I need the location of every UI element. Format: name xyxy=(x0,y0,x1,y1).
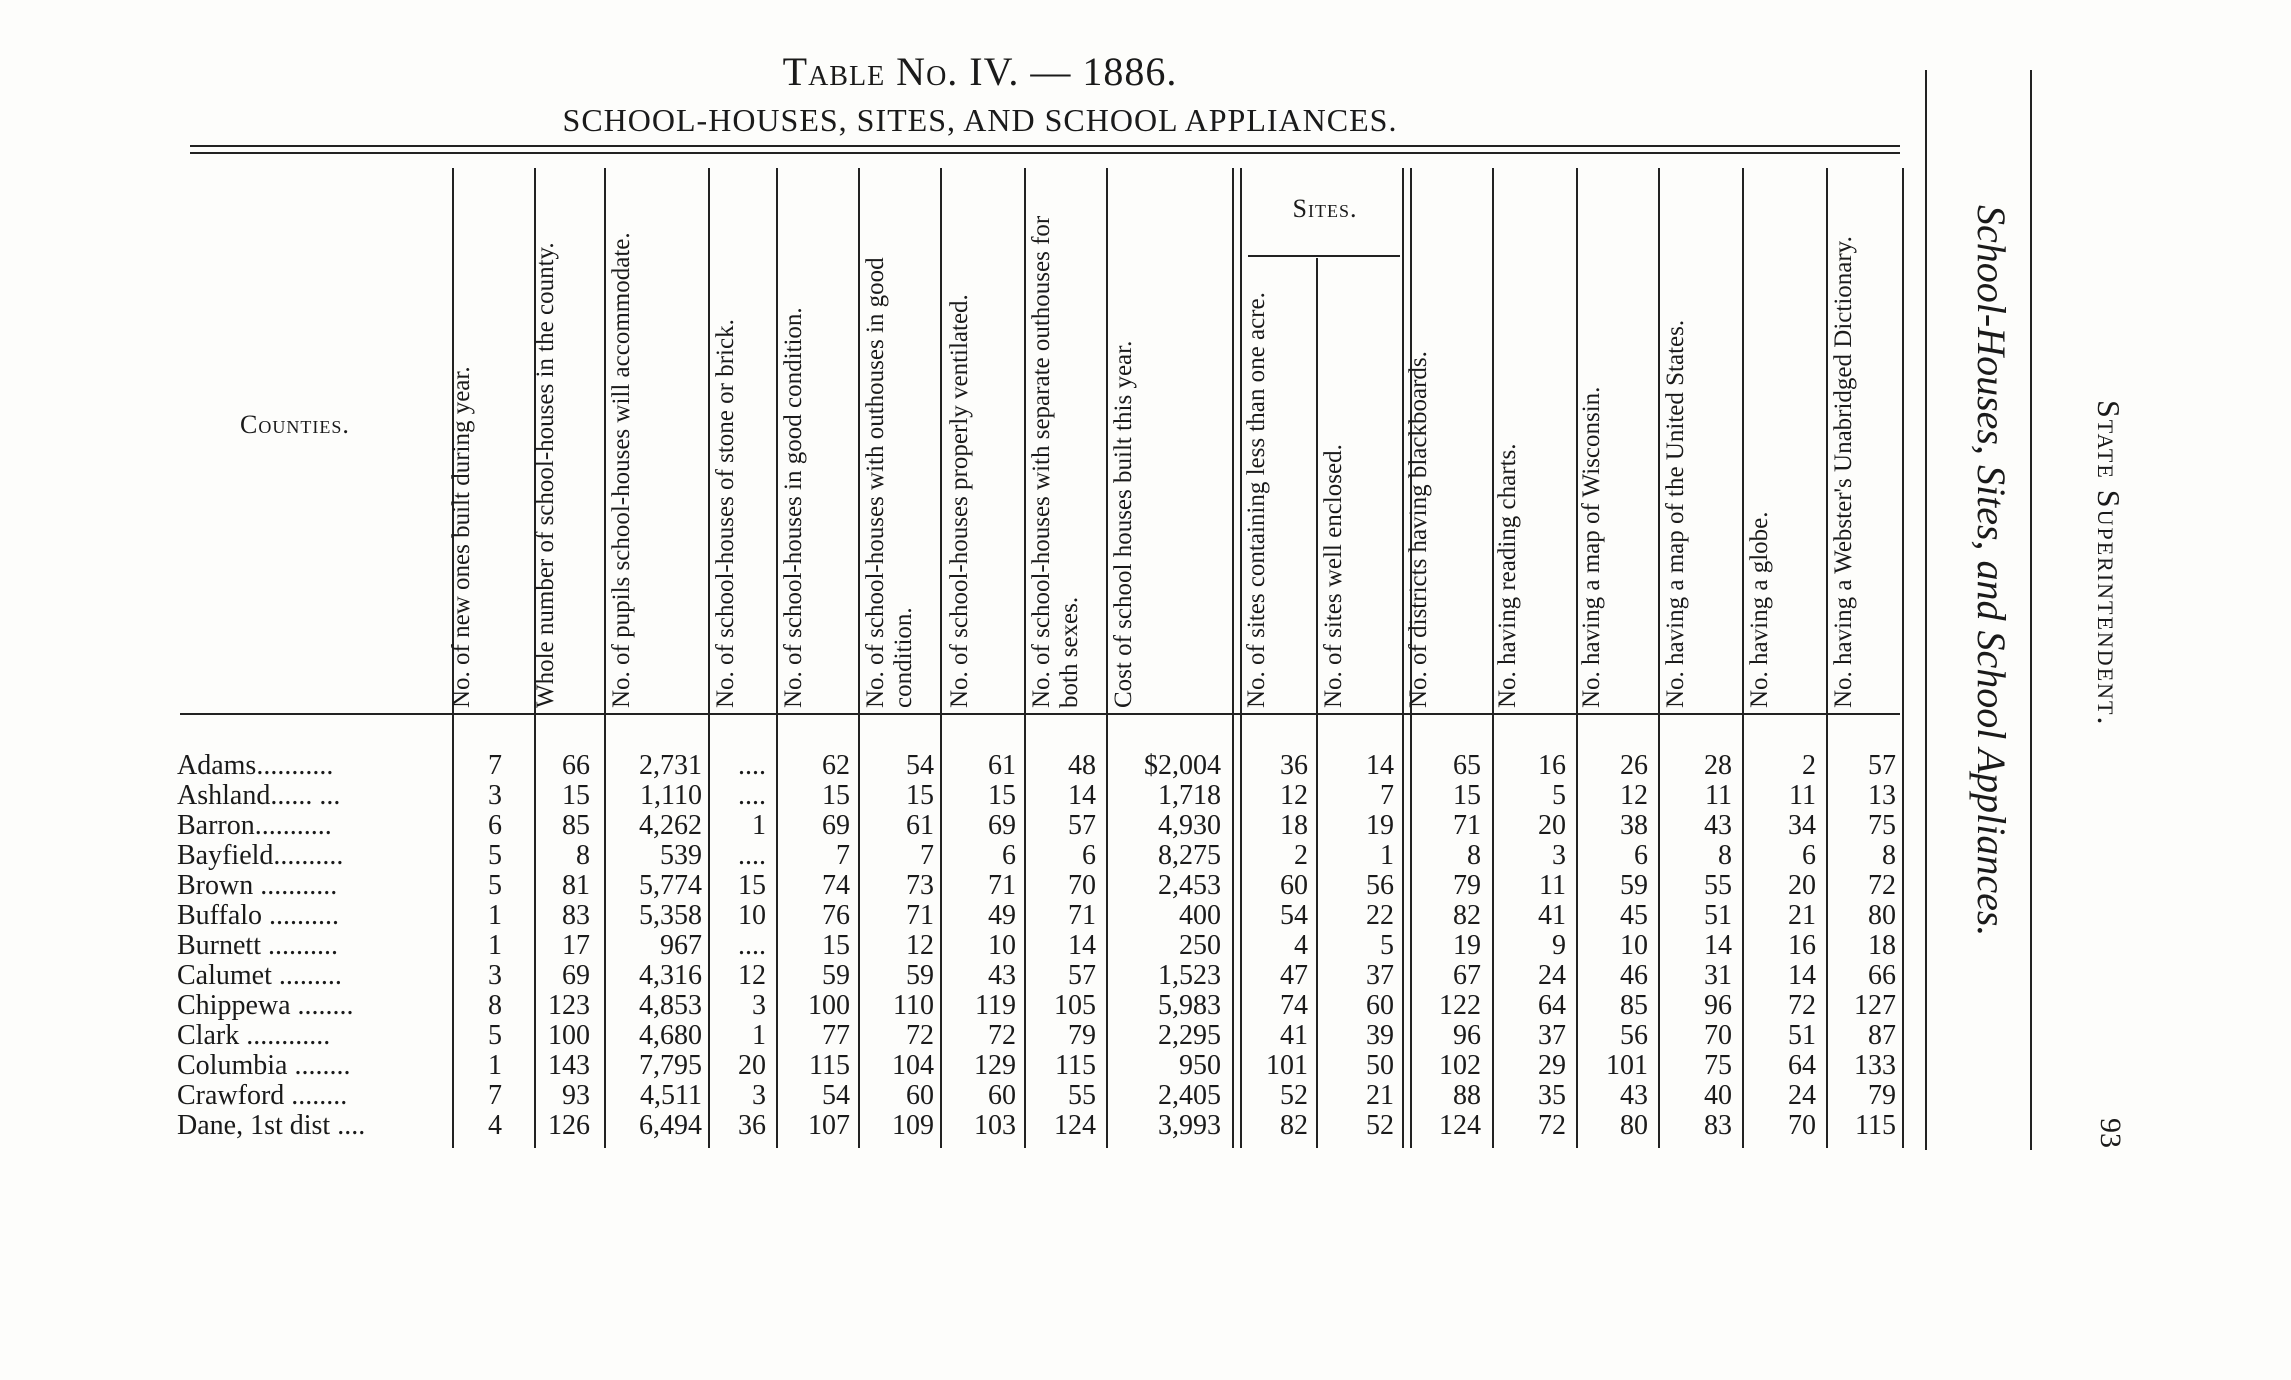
page-number: 93 xyxy=(2094,1118,2127,1148)
county-name: Bayfield.......... xyxy=(177,841,344,871)
table-cell: 22 xyxy=(1366,900,1394,931)
table-cell: 2 xyxy=(1802,750,1816,781)
table-cell: 57 xyxy=(1068,960,1096,991)
table-cell: 37 xyxy=(1538,1020,1566,1051)
county-name: Brown ........... xyxy=(177,871,338,901)
column-header: Whole number of school-houses in the county. xyxy=(532,242,559,708)
table-cell: 69 xyxy=(988,810,1016,841)
table-cell: 5 xyxy=(1380,930,1394,961)
table-cell: 6 xyxy=(488,810,502,841)
table-cell: 72 xyxy=(1788,990,1816,1021)
table-cell: 93 xyxy=(562,1080,590,1111)
table-cell: 72 xyxy=(988,1020,1016,1051)
table-cell: 539 xyxy=(660,840,702,871)
header-bottom-rule xyxy=(180,713,1900,715)
column-header: No. of school-houses in good condition. xyxy=(780,307,807,708)
table-cell: 20 xyxy=(738,1050,766,1081)
table-cell: 80 xyxy=(1868,900,1896,931)
table-cell: 85 xyxy=(1620,990,1648,1021)
table-cell: 4,262 xyxy=(639,810,702,841)
side-page-header: State Superintendent. xyxy=(2091,400,2127,727)
table-cell: 3 xyxy=(1552,840,1566,871)
table-cell: 4 xyxy=(1294,930,1308,961)
column-rule xyxy=(858,168,860,1148)
table-cell: 59 xyxy=(1620,870,1648,901)
table-cell: 12 xyxy=(906,930,934,961)
table-cell: 41 xyxy=(1538,900,1566,931)
table-cell: 71 xyxy=(1453,810,1481,841)
table-cell: 6 xyxy=(1802,840,1816,871)
county-name: Chippewa ........ xyxy=(177,991,354,1021)
column-header: No. having reading charts. xyxy=(1494,443,1521,708)
table-cell: 60 xyxy=(1366,990,1394,1021)
table-cell: 88 xyxy=(1453,1080,1481,1111)
column-rule xyxy=(1402,168,1404,1148)
top-rule-second xyxy=(190,152,1900,154)
table-cell: 4,511 xyxy=(640,1080,702,1111)
table-cell: 59 xyxy=(906,960,934,991)
table-cell: 7 xyxy=(836,840,850,871)
counties-column-header: Counties. xyxy=(240,410,350,439)
column-rule xyxy=(1826,168,1828,1148)
table-cell: 59 xyxy=(822,960,850,991)
table-cell: 52 xyxy=(1280,1080,1308,1111)
table-cell: 80 xyxy=(1620,1110,1648,1141)
table-cell: 123 xyxy=(548,990,590,1021)
table-cell: 2,295 xyxy=(1158,1020,1221,1051)
column-header: No. having a map of Wisconsin. xyxy=(1578,386,1605,708)
column-header: No. of districts having blackboards. xyxy=(1405,351,1432,708)
table-cell: 82 xyxy=(1280,1110,1308,1141)
table-cell: 15 xyxy=(1453,780,1481,811)
table-cell: 85 xyxy=(562,810,590,841)
table-cell: 79 xyxy=(1068,1020,1096,1051)
column-rule xyxy=(1658,168,1660,1148)
table-cell: 10 xyxy=(1620,930,1648,961)
sites-group-header: Sites. xyxy=(1292,194,1358,223)
table-cell: 72 xyxy=(1538,1110,1566,1141)
table-cell: 2 xyxy=(1294,840,1308,871)
table-cell: 13 xyxy=(1868,780,1896,811)
table-cell: 73 xyxy=(906,870,934,901)
table-cell: 11 xyxy=(1789,780,1816,811)
table-cell: 64 xyxy=(1538,990,1566,1021)
table-cell: 75 xyxy=(1704,1050,1732,1081)
county-name: Dane, 1st dist .... xyxy=(177,1111,366,1141)
column-header: No. of school-houses properly ventilated. xyxy=(946,294,973,708)
table-cell: .... xyxy=(738,930,766,961)
table-cell: 115 xyxy=(1855,1110,1896,1141)
table-cell: 20 xyxy=(1788,870,1816,901)
table-cell: 15 xyxy=(822,780,850,811)
table-cell: 57 xyxy=(1068,810,1096,841)
column-rule xyxy=(776,168,778,1148)
table-cell: 967 xyxy=(660,930,702,961)
county-name: Ashland...... ... xyxy=(177,781,341,811)
column-rule xyxy=(604,168,606,1148)
county-name: Columbia ........ xyxy=(177,1051,351,1081)
column-header: No. of pupils school-houses will accommodate. xyxy=(608,232,635,708)
table-cell: 7 xyxy=(488,1080,502,1111)
table-cell: 133 xyxy=(1854,1050,1896,1081)
table-cell: 96 xyxy=(1453,1020,1481,1051)
table-cell: $2,004 xyxy=(1144,750,1221,781)
table-cell: 81 xyxy=(562,870,590,901)
table-cell: 8 xyxy=(1467,840,1481,871)
table-cell: .... xyxy=(738,750,766,781)
table-cell: 34 xyxy=(1788,810,1816,841)
table-cell: 14 xyxy=(1704,930,1732,961)
table-cell: 6 xyxy=(1002,840,1016,871)
table-cell: 102 xyxy=(1439,1050,1481,1081)
table-cell: 43 xyxy=(1704,810,1732,841)
table-cell: 105 xyxy=(1054,990,1096,1021)
table-cell: 5 xyxy=(488,870,502,901)
table-cell: 6 xyxy=(1082,840,1096,871)
table-cell: 65 xyxy=(1453,750,1481,781)
table-cell: 57 xyxy=(1868,750,1896,781)
column-header: No. of sites well enclosed. xyxy=(1320,444,1347,708)
column-header: No. having a Webster's Unabridged Dictionary. xyxy=(1830,236,1857,708)
table-cell: 16 xyxy=(1788,930,1816,961)
table-cell: 10 xyxy=(738,900,766,931)
column-header: No. of school-houses with outhouses in good condition. xyxy=(862,257,917,708)
table-cell: 1 xyxy=(488,930,502,961)
table-cell: 28 xyxy=(1704,750,1732,781)
table-cell: 126 xyxy=(548,1110,590,1141)
table-cell: 3 xyxy=(488,780,502,811)
table-cell: 18 xyxy=(1280,810,1308,841)
table-cell: .... xyxy=(738,780,766,811)
table-cell: 24 xyxy=(1788,1080,1816,1111)
table-cell: 1,110 xyxy=(640,780,702,811)
table-cell: 4,853 xyxy=(639,990,702,1021)
table-cell: 19 xyxy=(1366,810,1394,841)
table-cell: 1 xyxy=(752,810,766,841)
column-header: No. having a globe. xyxy=(1746,511,1773,708)
column-rule xyxy=(1232,168,1234,1148)
table-cell: 50 xyxy=(1366,1050,1394,1081)
table-cell: 11 xyxy=(1539,870,1566,901)
table-cell: 14 xyxy=(1788,960,1816,991)
table-cell: 79 xyxy=(1453,870,1481,901)
table-cell: 7,795 xyxy=(639,1050,702,1081)
table-cell: 21 xyxy=(1788,900,1816,931)
table-cell: 100 xyxy=(808,990,850,1021)
table-cell: 71 xyxy=(906,900,934,931)
table-cell: 3 xyxy=(488,960,502,991)
table-cell: 60 xyxy=(1280,870,1308,901)
table-cell: 69 xyxy=(562,960,590,991)
table-cell: 2,453 xyxy=(1158,870,1221,901)
table-cell: 7 xyxy=(488,750,502,781)
table-cell: 36 xyxy=(1280,750,1308,781)
table-cell: 31 xyxy=(1704,960,1732,991)
table-cell: 6 xyxy=(1634,840,1648,871)
table-cell: 7 xyxy=(1380,780,1394,811)
table-cell: 70 xyxy=(1704,1020,1732,1051)
table-cell: 79 xyxy=(1868,1080,1896,1111)
table-cell: 72 xyxy=(1868,870,1896,901)
column-rule xyxy=(940,168,942,1148)
column-rule xyxy=(1024,168,1026,1148)
table-cell: 38 xyxy=(1620,810,1648,841)
table-cell: 1 xyxy=(488,1050,502,1081)
county-name: Clark ............ xyxy=(177,1021,331,1051)
table-cell: 110 xyxy=(893,990,934,1021)
table-cell: 71 xyxy=(1068,900,1096,931)
table-cell: 66 xyxy=(1868,960,1896,991)
table-cell: 83 xyxy=(562,900,590,931)
column-rule xyxy=(1902,168,1904,1148)
table-cell: 72 xyxy=(906,1020,934,1051)
table-cell: 51 xyxy=(1788,1020,1816,1051)
table-cell: 14 xyxy=(1366,750,1394,781)
table-cell: 71 xyxy=(988,870,1016,901)
table-cell: 55 xyxy=(1704,870,1732,901)
table-cell: 39 xyxy=(1366,1020,1394,1051)
table-cell: 5,983 xyxy=(1158,990,1221,1021)
side-title-rule xyxy=(1925,70,1927,1150)
table-cell: 15 xyxy=(988,780,1016,811)
county-name: Barron........... xyxy=(177,811,332,841)
table-cell: 122 xyxy=(1439,990,1481,1021)
table-cell: 17 xyxy=(562,930,590,961)
column-rule xyxy=(1240,168,1242,1148)
column-header: No. of sites containing less than one acre. xyxy=(1243,292,1270,708)
table-cell: 7 xyxy=(920,840,934,871)
table-cell: 48 xyxy=(1068,750,1096,781)
table-cell: 2,731 xyxy=(639,750,702,781)
table-cell: 49 xyxy=(988,900,1016,931)
table-cell: 15 xyxy=(906,780,934,811)
table-cell: 129 xyxy=(974,1050,1016,1081)
county-name: Burnett .......... xyxy=(177,931,338,961)
table-cell: 3 xyxy=(752,990,766,1021)
table-cell: 15 xyxy=(738,870,766,901)
column-header: No. of school-houses of stone or brick. xyxy=(712,319,739,708)
table-cell: 250 xyxy=(1179,930,1221,961)
table-cell: 5,358 xyxy=(639,900,702,931)
table-cell: 41 xyxy=(1280,1020,1308,1051)
table-cell: 5 xyxy=(1552,780,1566,811)
table-cell: 60 xyxy=(906,1080,934,1111)
table-cell: 3 xyxy=(752,1080,766,1111)
table-cell: 77 xyxy=(822,1020,850,1051)
table-cell: 82 xyxy=(1453,900,1481,931)
column-rule xyxy=(1742,168,1744,1148)
table-cell: 115 xyxy=(809,1050,850,1081)
table-cell: 54 xyxy=(822,1080,850,1111)
table-cell: 8 xyxy=(488,990,502,1021)
table-cell: 62 xyxy=(822,750,850,781)
table-cell: 1 xyxy=(488,900,502,931)
column-rule xyxy=(1106,168,1108,1148)
table-cell: 74 xyxy=(822,870,850,901)
table-cell: 29 xyxy=(1538,1050,1566,1081)
table-cell: 56 xyxy=(1620,1020,1648,1051)
table-cell: 35 xyxy=(1538,1080,1566,1111)
table-cell: 14 xyxy=(1068,930,1096,961)
table-cell: 9 xyxy=(1552,930,1566,961)
table-cell: 12 xyxy=(1280,780,1308,811)
table-cell: 12 xyxy=(738,960,766,991)
table-cell: 4,316 xyxy=(639,960,702,991)
table-cell: 83 xyxy=(1704,1110,1732,1141)
table-cell: 4 xyxy=(488,1110,502,1141)
table-cell: 75 xyxy=(1868,810,1896,841)
table-cell: 6,494 xyxy=(639,1110,702,1141)
column-header: No. having a map of the United States. xyxy=(1662,319,1689,708)
table-cell: 19 xyxy=(1453,930,1481,961)
table-cell: 69 xyxy=(822,810,850,841)
table-cell: 127 xyxy=(1854,990,1896,1021)
table-cell: 1 xyxy=(1380,840,1394,871)
column-header: Cost of school houses built this year. xyxy=(1110,340,1137,708)
table-cell: 2,405 xyxy=(1158,1080,1221,1111)
table-cell: 66 xyxy=(562,750,590,781)
table-cell: 36 xyxy=(738,1110,766,1141)
table-cell: 3,993 xyxy=(1158,1110,1221,1141)
table-cell: 70 xyxy=(1068,870,1096,901)
table-cell: 8 xyxy=(1882,840,1896,871)
table-cell: 61 xyxy=(988,750,1016,781)
table-cell: 26 xyxy=(1620,750,1648,781)
table-cell: 56 xyxy=(1366,870,1394,901)
table-cell: 96 xyxy=(1704,990,1732,1021)
table-cell: 1,718 xyxy=(1158,780,1221,811)
table-cell: 1,523 xyxy=(1158,960,1221,991)
table-cell: 76 xyxy=(822,900,850,931)
table-cell: 20 xyxy=(1538,810,1566,841)
table-cell: 64 xyxy=(1788,1050,1816,1081)
table-cell: 15 xyxy=(822,930,850,961)
table-cell: 47 xyxy=(1280,960,1308,991)
table-cell: 15 xyxy=(562,780,590,811)
table-cell: 52 xyxy=(1366,1110,1394,1141)
table-cell: 18 xyxy=(1868,930,1896,961)
table-cell: 8,275 xyxy=(1158,840,1221,871)
table-cell: 14 xyxy=(1068,780,1096,811)
table-cell: 67 xyxy=(1453,960,1481,991)
table-cell: 55 xyxy=(1068,1080,1096,1111)
table-cell: 124 xyxy=(1054,1110,1096,1141)
table-cell: 74 xyxy=(1280,990,1308,1021)
table-cell: 11 xyxy=(1705,780,1732,811)
table-cell: 5 xyxy=(488,1020,502,1051)
top-rule xyxy=(190,145,1900,147)
table-cell: 54 xyxy=(1280,900,1308,931)
table-cell: 4,680 xyxy=(639,1020,702,1051)
table-cell: 21 xyxy=(1366,1080,1394,1111)
table-cell: 87 xyxy=(1868,1020,1896,1051)
table-cell: 37 xyxy=(1366,960,1394,991)
table-cell: 8 xyxy=(576,840,590,871)
table-cell: 24 xyxy=(1538,960,1566,991)
table-cell: 54 xyxy=(906,750,934,781)
table-cell: 101 xyxy=(1266,1050,1308,1081)
table-cell: 101 xyxy=(1606,1050,1648,1081)
table-cell: 1 xyxy=(752,1020,766,1051)
county-name: Buffalo .......... xyxy=(177,901,340,931)
county-name: Adams........... xyxy=(177,751,334,781)
table-cell: 143 xyxy=(548,1050,590,1081)
table-cell: 5 xyxy=(488,840,502,871)
table-cell: 45 xyxy=(1620,900,1648,931)
table-subtitle: SCHOOL-HOUSES, SITES, AND SCHOOL APPLIANCES. xyxy=(562,102,1398,138)
table-cell: 60 xyxy=(988,1080,1016,1111)
table-cell: 5,774 xyxy=(639,870,702,901)
table-cell: 103 xyxy=(974,1110,1016,1141)
table-cell: 51 xyxy=(1704,900,1732,931)
table-cell: 109 xyxy=(892,1110,934,1141)
table-cell: 40 xyxy=(1704,1080,1732,1111)
column-rule xyxy=(1316,258,1318,1148)
county-name: Calumet ......... xyxy=(177,961,342,991)
table-cell: 10 xyxy=(988,930,1016,961)
column-rule xyxy=(708,168,710,1148)
table-cell: .... xyxy=(738,840,766,871)
table-cell: 43 xyxy=(1620,1080,1648,1111)
county-name: Crawford ........ xyxy=(177,1081,348,1111)
table-cell: 100 xyxy=(548,1020,590,1051)
table-cell: 12 xyxy=(1620,780,1648,811)
table-cell: 4,930 xyxy=(1158,810,1221,841)
table-cell: 104 xyxy=(892,1050,934,1081)
table-cell: 16 xyxy=(1538,750,1566,781)
table-title-prefix: Table No. IV. xyxy=(782,49,1020,94)
table-cell: 61 xyxy=(906,810,934,841)
column-header: No. of school-houses with separate outhouses for both sexes. xyxy=(1028,215,1083,708)
table-cell: 119 xyxy=(975,990,1016,1021)
table-cell: 8 xyxy=(1718,840,1732,871)
table-cell: 107 xyxy=(808,1110,850,1141)
table-cell: 950 xyxy=(1179,1050,1221,1081)
table-title xyxy=(180,48,1780,95)
side-running-title: School-Houses, Sites, and School Appliances. xyxy=(1969,205,2014,937)
table-cell: 46 xyxy=(1620,960,1648,991)
table-cell: 70 xyxy=(1788,1110,1816,1141)
table-cell: 124 xyxy=(1439,1110,1481,1141)
column-header: No. of new ones built during year. xyxy=(448,366,475,708)
table-cell: 43 xyxy=(988,960,1016,991)
table-cell: 400 xyxy=(1179,900,1221,931)
side-header-rule xyxy=(2030,70,2032,1150)
table-title-suffix: — 1886. xyxy=(1030,49,1178,94)
table-cell: 115 xyxy=(1055,1050,1096,1081)
